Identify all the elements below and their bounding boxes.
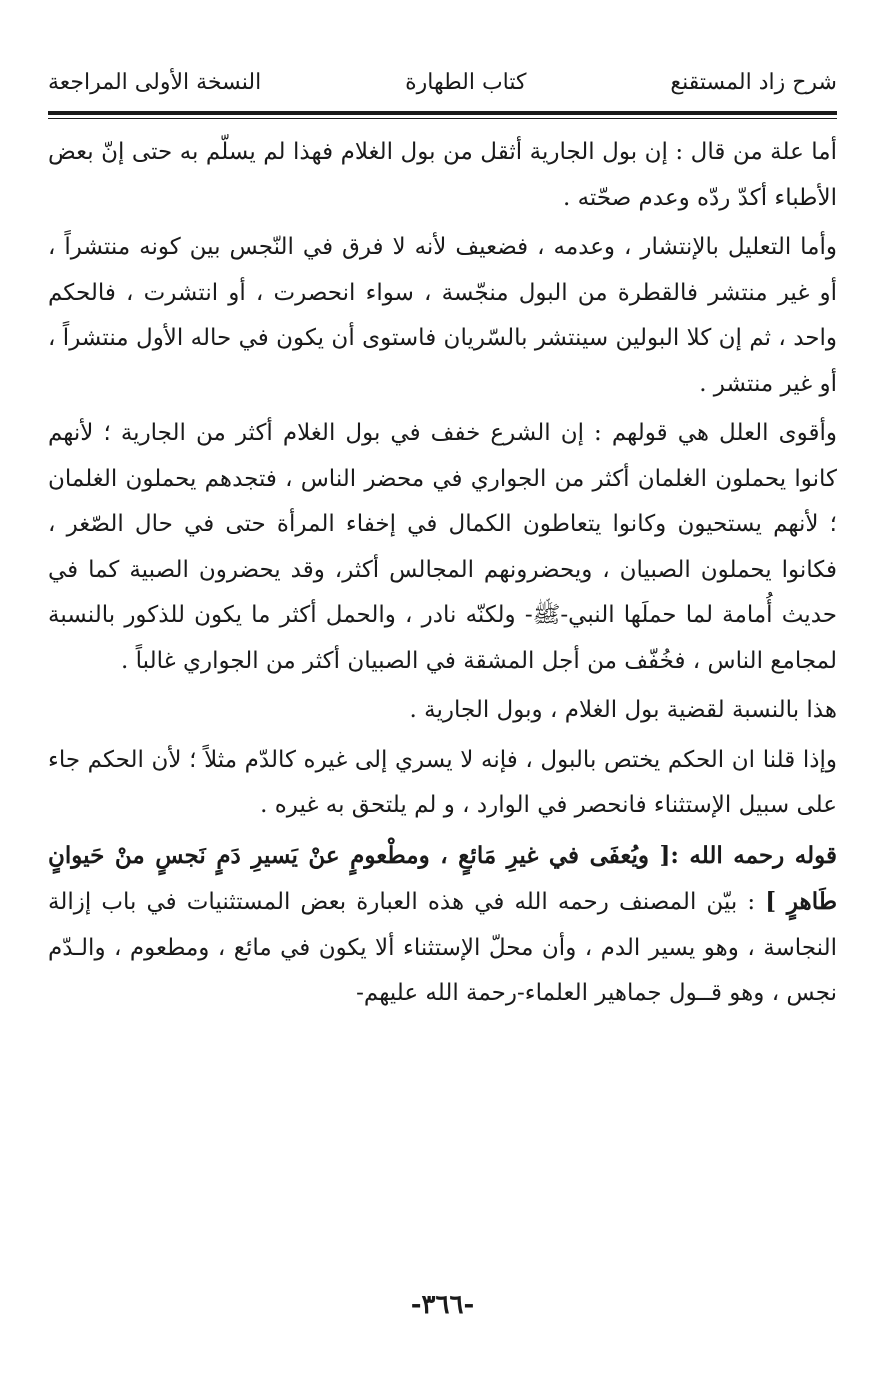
header-rule-thick bbox=[48, 111, 837, 115]
body-text bbox=[48, 130, 837, 1017]
header-rule-thin bbox=[48, 118, 837, 119]
paragraph: وإذا قلنا ان الحكم يختص بالبول ، فإنه لا يسري إلى غيره كالدّم مثلاً ؛ لأن الحكم جاء على سبيل الإستثناء فانحصر في الوارد ، و لم يلتحق به غيره . bbox=[48, 746, 837, 818]
paragraph: أما علة من قال : إن بول الجارية أثقل من بول الغلام فهذا لم يسلّم به حتى إنّ بعض الأطباء أكدّ ردّه وعدم صحّته . bbox=[48, 139, 837, 211]
header-edition-note: النسخة الأولى المراجعة bbox=[48, 69, 262, 95]
header-book-title: شرح زاد المستقنع bbox=[670, 69, 837, 95]
paragraph: هذا بالنسبة لقضية بول الغلام ، وبول الجارية . bbox=[409, 697, 837, 723]
page-number: -٣٦٦- bbox=[410, 1290, 475, 1320]
commentary-paragraph bbox=[48, 833, 837, 1017]
matn-quote: قوله رحمه الله :[ ويُعفَى في غيرِ مَائعٍ ، ومطْعومٍ عنْ يَسيرِ دَمٍ نَجسٍ منْ حَيوانٍ طَاهرٍ ] bbox=[48, 841, 838, 915]
paragraph: وأقوى العلل هي قولهم : إن الشرع خفف في بول الغلام أكثر من الجارية ؛ لأنهم كانوا يحملون الغلمان أكثر من الجواري في محضر الناس ، فتجدهم يحملون الغلمان ؛ لأنهم يستحيون وكانوا يتعاطون الكمال في إخفاء المرأة حتى في حال الصّغر ، فكانوا يحملون الصبيان ، ويحضرونهم المجالس أكثر، وقد يحضرون الصبية كما في حديث أُمامة لما حملَها النبي-ﷺ- ولكنّه نادر ، والحمل أكثر ما يكون للذكور بالنسبة لمجامع الناس ، فخُفّف من أجل المشقة في الصبيان أكثر من الجواري غالباً . bbox=[48, 420, 837, 674]
commentary-text: : بيّن المصنف رحمه الله في هذه العبارة بعض المستثنيات في باب إزالة النجاسة ، وهو يسير الدم ، وأن محلّ الإستثناء ألا يكون في مائع ، ومطعوم ، والـدّم نجس ، وهو قــول جماهير العلماء-رحمة الله عليهم- bbox=[48, 889, 837, 1006]
running-header bbox=[48, 62, 837, 102]
header-chapter-title: كتاب الطهارة bbox=[405, 69, 527, 95]
paragraph: وأما التعليل بالإنتشار ، وعدمه ، فضعيف لأنه لا فرق في النّجس بين كونه منتشراً ، أو غير منتشر فالقطرة من البول منجّسة ، سواء انحصرت ، أو انتشرت ، فالحكم واحد ، ثم إن كلا البولين سينتشر بالسّريان فاستوى أن يكون في حاله الأول منتشراً ، أو غير منتشر . bbox=[48, 234, 837, 397]
